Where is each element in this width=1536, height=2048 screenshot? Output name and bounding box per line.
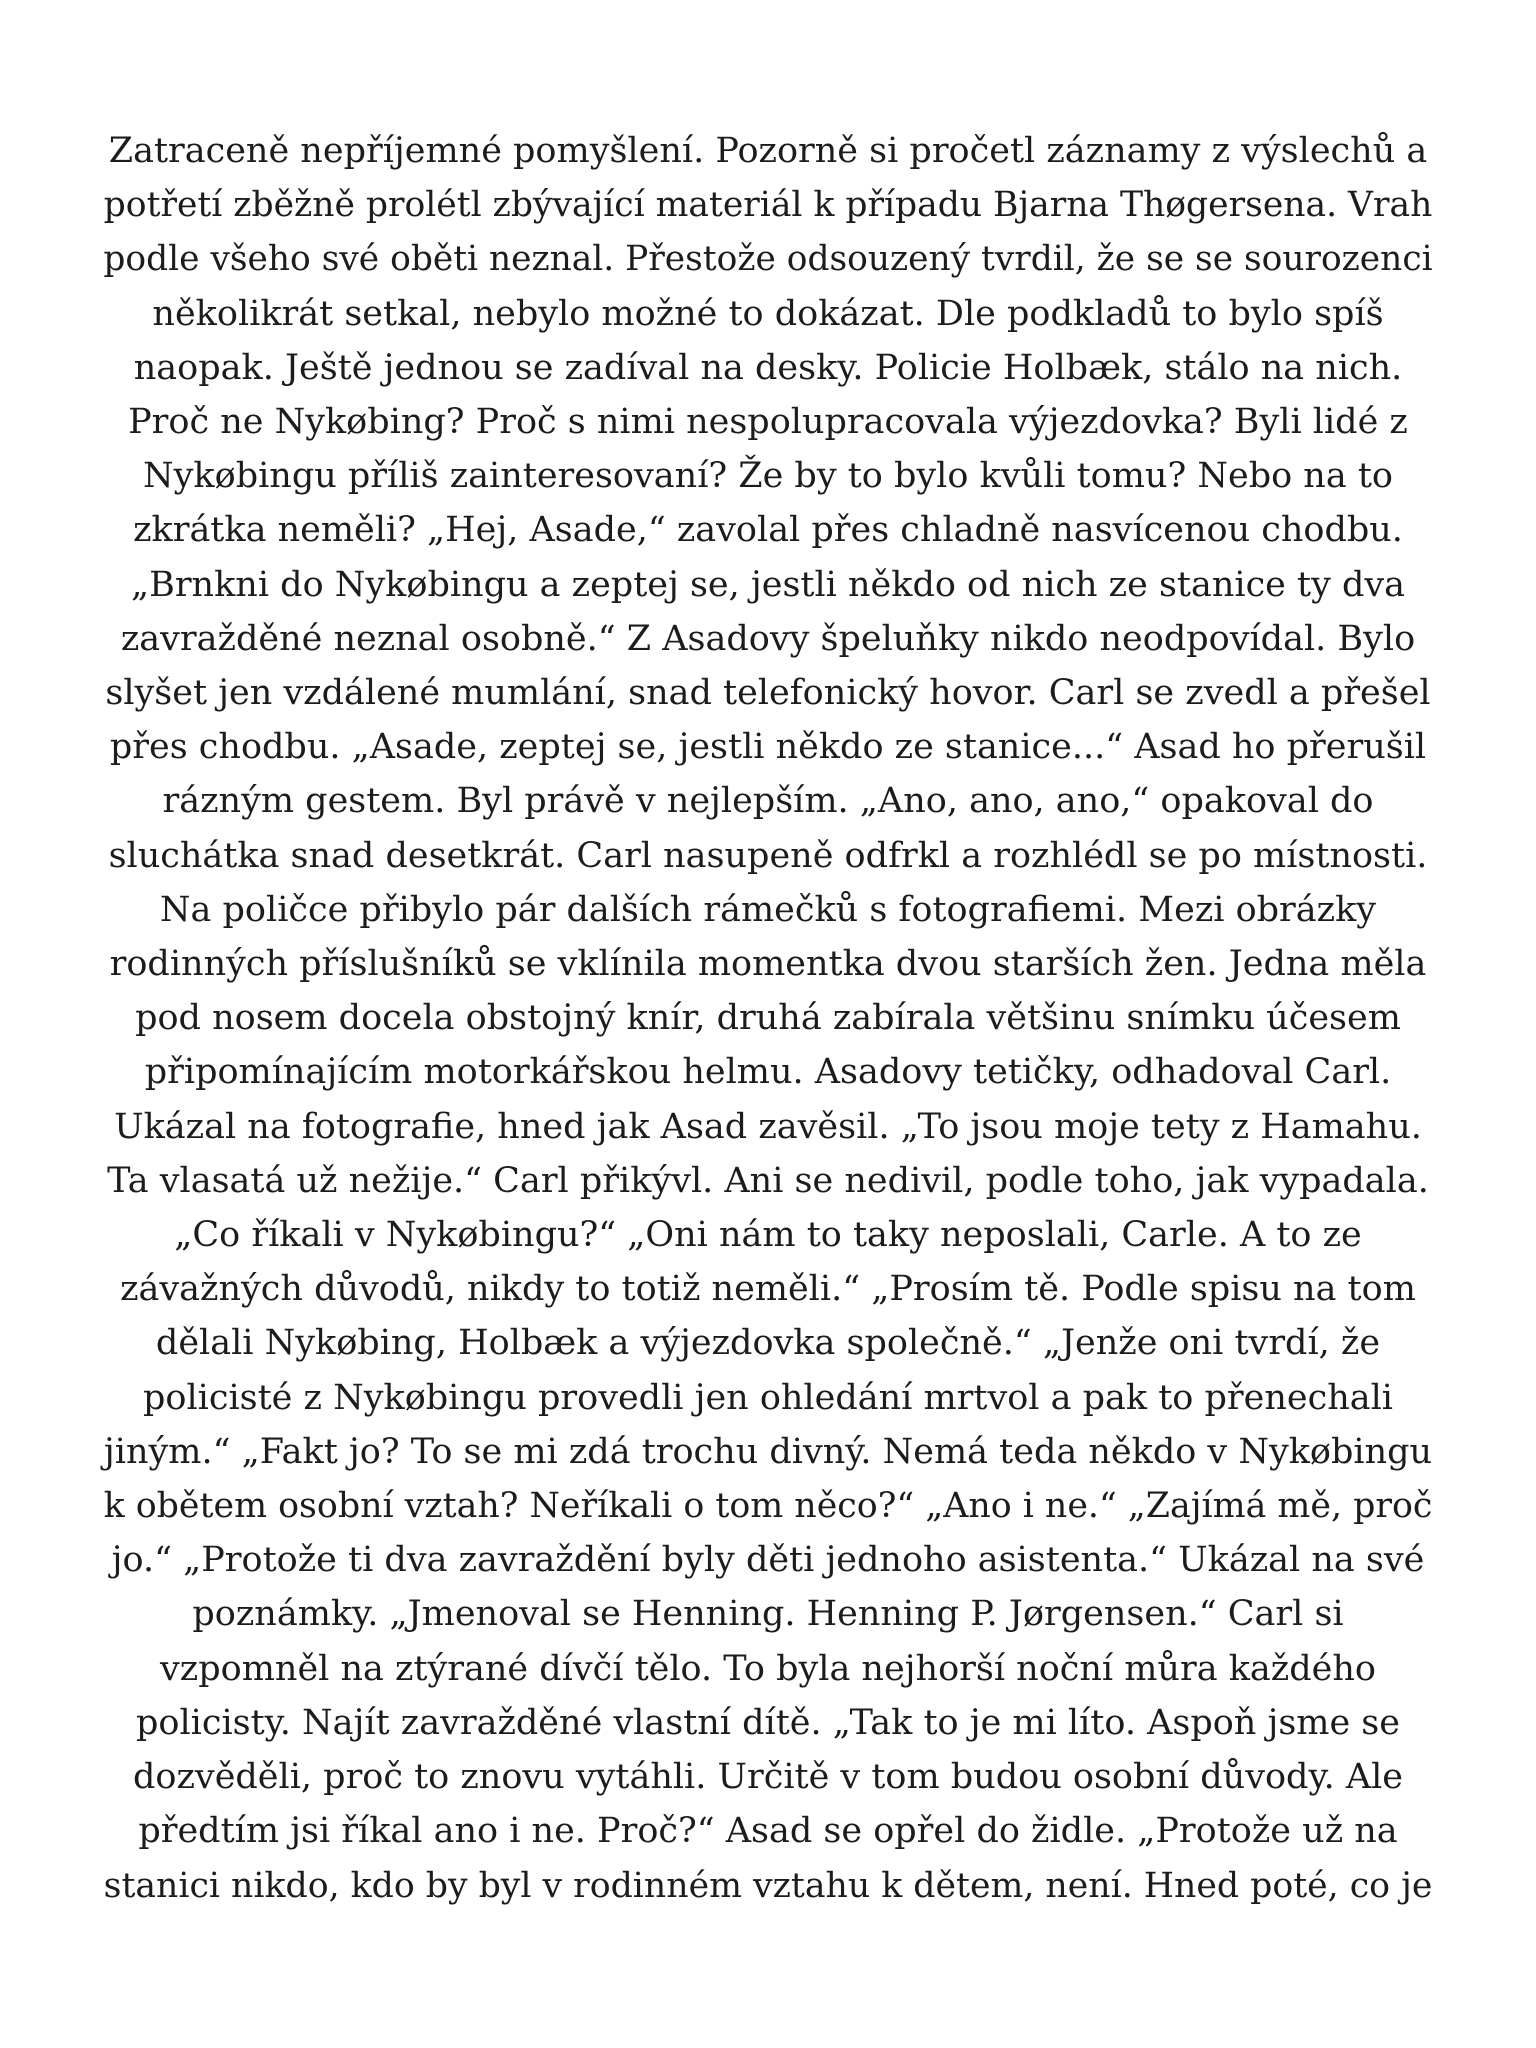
- text-line: rázným gestem. Byl právě v nejlepším. „Ano, ano, ano,“ opakoval do: [162, 781, 1374, 822]
- text-line: dozvěděli, proč to znovu vytáhli. Určitě v tom budou osobní důvody. Ale: [133, 1757, 1403, 1798]
- text-line: stanici nikdo, kdo by byl v rodinném vztahu k dětem, není. Hned poté, co je: [103, 1865, 1433, 1906]
- text-line: jiným.“ „Fakt jo? To se mi zdá trochu divný. Nemá teda někdo v Nykøbingu: [103, 1431, 1433, 1472]
- text-line: „Brnkni do Nykøbingu a zeptej se, jestli někdo od nich ze stanice ty dva: [130, 564, 1406, 605]
- text-line: Zatraceně nepříjemné pomyšlení. Pozorně si pročetl záznamy z výslechů a: [108, 131, 1428, 171]
- text-line: dělali Nykøbing, Holbæk a výjezdovka společně.“ „Jenže oni tvrdí, že: [155, 1323, 1381, 1364]
- text-line: potřetí zběžně prolétl zbývající materiál k případu Bjarna Thøgersena. Vrah: [103, 185, 1433, 226]
- text-line: „Co říkali v Nykøbingu?“ „Oni nám to taky neposlali, Carle. A to ze: [174, 1215, 1362, 1256]
- text-line: závažných důvodů, nikdy to totiž neměli.“ „Prosím tě. Podle spisu na tom: [120, 1269, 1416, 1310]
- text-line: Na poličce přibylo pár dalších rámečků s fotografiemi. Mezi obrázky: [159, 889, 1377, 930]
- text-line: pod nosem docela obstojný knír, druhá zabírala většinu snímku účesem: [135, 998, 1401, 1039]
- text-line: policisty. Najít zavražděné vlastní dítě. „Tak to je mi líto. Aspoň jsme se: [136, 1702, 1400, 1743]
- text-line: zkrátka neměli? „Hej, Asade,“ zavolal přes chladně nasvícenou chodbu.: [133, 510, 1403, 551]
- text-line: přes chodbu. „Asade, zeptej se, jestli někdo ze stanice...“ Asad ho přerušil: [109, 727, 1427, 768]
- text-line: zavražděné neznal osobně.“ Z Asadovy špeluňky nikdo neodpovídal. Bylo: [120, 618, 1416, 659]
- text-line: naopak. Ještě jednou se zadíval na desky. Policie Holbæk, stálo na nich.: [133, 347, 1403, 388]
- text-line: vzpomněl na ztýrané dívčí tělo. To byla nejhorší noční můra každého: [160, 1648, 1376, 1689]
- body-text: [100, 124, 1436, 1913]
- text-line: sluchátka snad desetkrát. Carl nasupeně odfrkl a rozhlédl se po místnosti.: [108, 835, 1428, 876]
- text-line: několikrát setkal, nebylo možné to dokázat. Dle podkladů to bylo spíš: [152, 293, 1384, 334]
- text-line: k obětem osobní vztah? Neříkali o tom něco?“ „Ano i ne.“ „Zajímá mě, proč: [103, 1486, 1433, 1527]
- text-line: předtím jsi říkal ano i ne. Proč?“ Asad se opřel do židle. „Protože už na: [138, 1811, 1398, 1852]
- text-line: slyšet jen vzdálené mumlání, snad telefonický hovor. Carl se zvedl a přešel: [105, 673, 1431, 714]
- text-line: rodinných příslušníků se vklínila momentka dvou starších žen. Jedna měla: [109, 944, 1427, 985]
- text-line: podle všeho své oběti neznal. Přestože odsouzený tvrdil, že se se sourozenci: [103, 239, 1433, 280]
- text-line: připomínajícím motorkářskou helmu. Asadovy tetičky, odhadoval Carl.: [144, 1052, 1392, 1093]
- text-line: poznámky. „Jmenoval se Henning. Henning P. Jørgensen.“ Carl si: [192, 1594, 1344, 1635]
- text-line: Proč ne Nykøbing? Proč s nimi nespolupracovala výjezdovka? Byli lidé z: [128, 402, 1408, 443]
- text-line: jo.“ „Protože ti dva zavraždění byly děti jednoho asistenta.“ Ukázal na své: [111, 1540, 1425, 1581]
- text-line: Nykøbingu příliš zainteresovaní? Že by to bylo kvůli tomu? Nebo na to: [143, 456, 1393, 497]
- text-line: policisté z Nykøbingu provedli jen ohledání mrtvol a pak to přenechali: [143, 1377, 1393, 1418]
- text-line: Ukázal na fotografie, hned jak Asad zavěsil. „To jsou moje tety z Hamahu.: [114, 1106, 1422, 1147]
- text-line: Ta vlasatá už nežije.“ Carl přikývl. Ani se nedivil, podle toho, jak vypadala.: [107, 1160, 1429, 1201]
